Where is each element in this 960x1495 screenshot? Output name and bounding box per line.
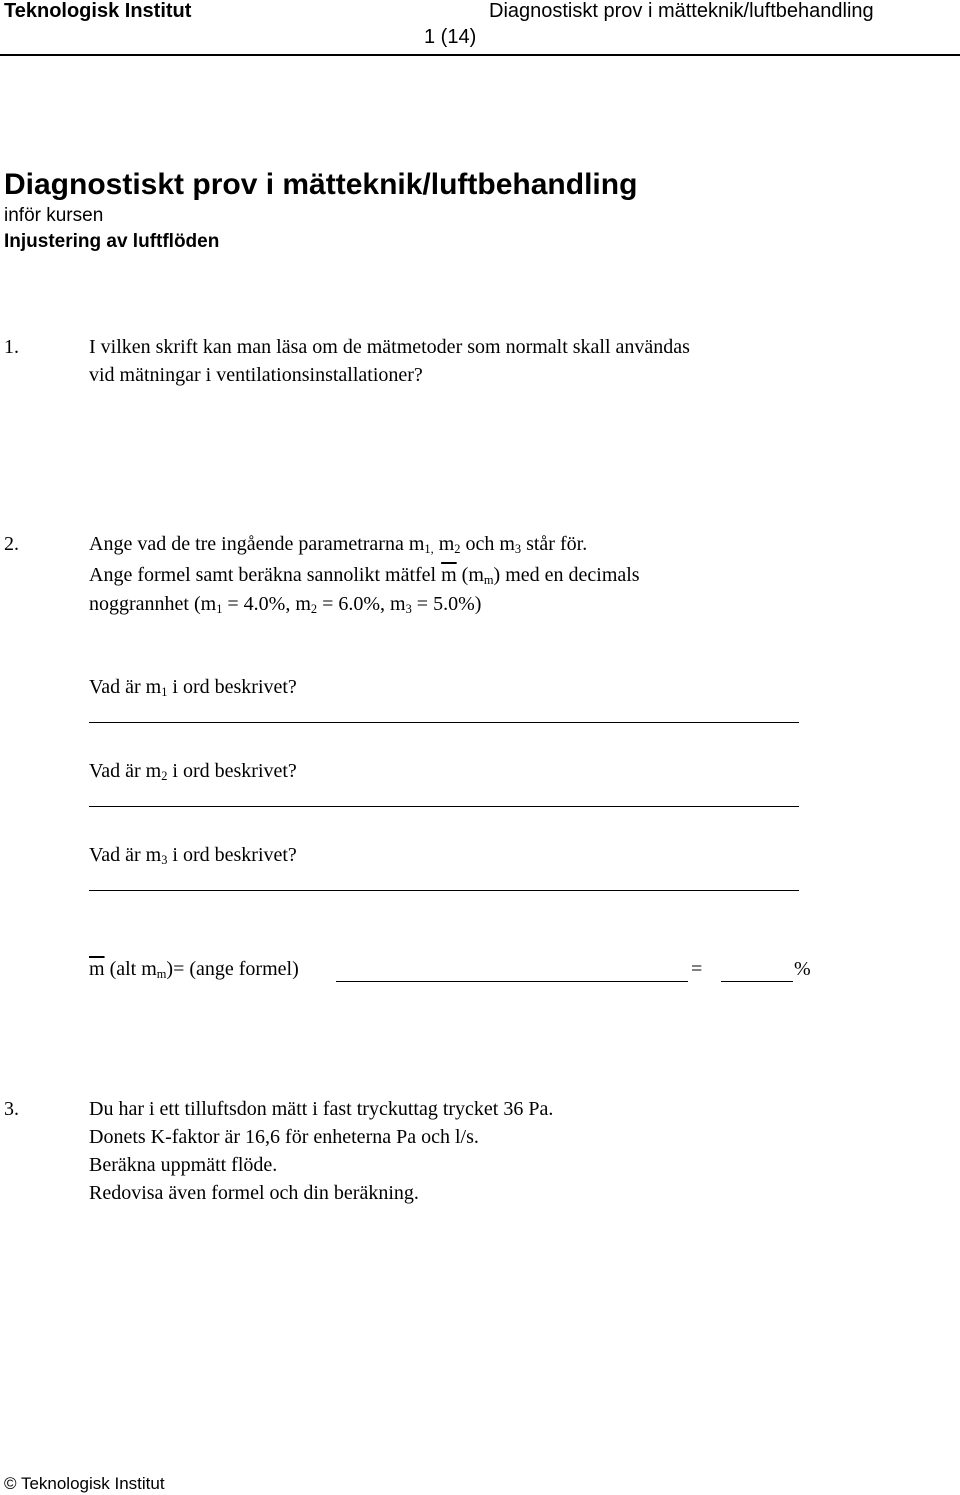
header-page-number: 1 (14) <box>424 26 477 48</box>
header-divider <box>0 54 960 56</box>
answer-line-m1[interactable] <box>89 722 799 723</box>
header-document-title: Diagnostiskt prov i mätteknik/luftbehandling <box>489 0 874 22</box>
question-2-line-2: Ange formel samt beräkna sannolikt mätfel $\overline{m}$ $(m_m)$ med en decimals <box>89 564 640 588</box>
course-name: Injustering av luftflöden <box>4 231 220 252</box>
footer-copyright: © Teknologisk Institut <box>4 1474 165 1493</box>
answer-line-m2[interactable] <box>89 806 799 807</box>
m-bar-symbol: $\overline{m}$ <box>89 958 105 980</box>
question-3-line-4: Redovisa även formel och din beräkning. <box>89 1182 419 1204</box>
question-2-formula: $\overline{m}$ (alt $m_m)=$ (ange formel) <box>89 958 299 982</box>
question-2-line-1: Ange vad de tre ingående parametrarna $m_{1,}$ $m_2$ och $m_3$ står för. <box>89 533 588 557</box>
page-title: Diagnostiskt prov i mätteknik/luftbehandling <box>4 168 638 201</box>
question-3-line-2: Donets K-faktor är 16,6 för enheterna Pa och l/s. <box>89 1126 479 1148</box>
m-bar-symbol: $\overline{m}$ <box>441 564 457 586</box>
question-1-line-2: vid mätningar i ventilationsinstallationer? <box>89 364 423 386</box>
question-2-ask-m1: Vad är $m_1$ i ord beskrivet? <box>89 676 297 700</box>
page-subtitle: inför kursen <box>4 205 104 226</box>
question-1-line-1: I vilken skrift kan man läsa om de mätmetoder som normalt skall användas <box>89 336 690 358</box>
formula-answer-line[interactable] <box>336 981 688 982</box>
percent-answer-line[interactable] <box>721 981 793 982</box>
question-2-number: 2. <box>4 533 19 555</box>
question-1-number: 1. <box>4 336 19 358</box>
question-3-line-3: Beräkna uppmätt flöde. <box>89 1154 278 1176</box>
question-2-ask-m3: Vad är $m_3$ i ord beskrivet? <box>89 844 297 868</box>
answer-line-m3[interactable] <box>89 890 799 891</box>
formula-equals: = <box>691 958 703 980</box>
question-3-line-1: Du har i ett tilluftsdon mätt i fast tryckuttag trycket 36 Pa. <box>89 1098 554 1120</box>
question-2-ask-m2: Vad är $m_2$ i ord beskrivet? <box>89 760 297 784</box>
question-3-number: 3. <box>4 1098 19 1120</box>
question-2-line-3: noggrannhet ($m_1 = 4.0\%$, $m_2 = 6.0\%$, $m_3 = 5.0\%$) <box>89 593 482 617</box>
percent-sign: % <box>794 958 811 980</box>
header-organization: Teknologisk Institut <box>4 0 192 22</box>
